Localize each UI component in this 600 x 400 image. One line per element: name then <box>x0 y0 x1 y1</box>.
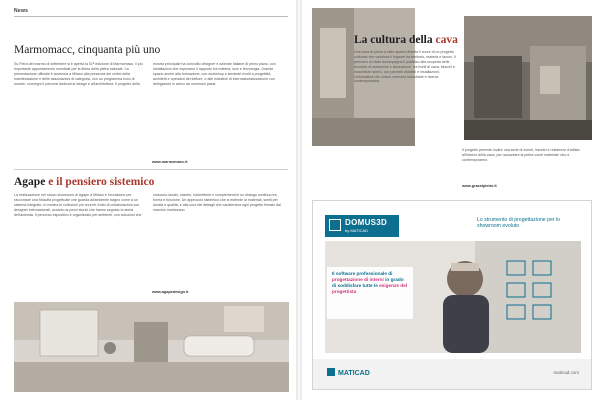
ad-brand-logo <box>325 215 399 237</box>
top-divider <box>14 16 288 17</box>
ad-claim-highlight-1: progettazione di interni <box>332 277 384 282</box>
article-3-body-right: Il progetto prevede inoltre una serie di eventi, incontri e residenze d'artista all'interno della cava, per raccontare la pietra come materiale vivo e contemporaneo. <box>462 148 580 162</box>
article-1-body: Su Fiera del marmo di settembre si è aperta la 51ª edizione di Marmomacc, il più importante appuntamento mondiale per la filiera della pietra naturale. La presentazione ufficiale è avvenuta a Milano alla presenza dei vertici della manifestazione e delle associazioni di categoria, con un programma ricco di mostre, convegni e percorsi dedicati al design e all'architettura. Il progetto della mostra principale ha coinvolto designer e aziende italiane di primo piano, con installazioni che esplorano il rapporto tra materia, luce e tecnologia. Grande spazio anche alla formazione, con workshop e seminari rivolti a progettisti, architetti e operatori del settore, e alle iniziative di internazionalizzazione con delegazioni in arrivo da numerosi paesi. <box>14 62 276 86</box>
article-3-body-left: Una cava di pietra a cielo aperto diventa il cuore di un progetto culturale che valorizza il legame tra territorio, materia e lavoro. Il percorso di visita accompagna il pubblico alla scoperta delle tecniche di estrazione e lavorazione, tra fronti di cava, blocchi e macchinari storici, con pannelli didattici e installazioni. Un'iniziativa che unisce memoria industriale e ricerca contemporanea. <box>354 50 456 84</box>
ad-footer-brand: MATICAD <box>338 370 370 377</box>
article-2-title-prefix: Agape <box>14 176 46 188</box>
ad-claim-text-1: Il software professionale di <box>332 271 393 276</box>
right-page <box>302 0 600 400</box>
ad-tagline: Lo strumento di progettazione per lo showroom evoluto <box>477 217 561 230</box>
article-3-url[interactable]: www.grassipietre.it <box>462 184 497 188</box>
ad-claim-text-2: in grado di soddisfare tutte le <box>332 277 404 288</box>
section-label: News <box>14 8 29 14</box>
article-1-url[interactable]: www.marmomacc.it <box>152 160 188 164</box>
bathroom-photo <box>14 302 289 392</box>
maticad-logo <box>327 368 370 377</box>
ad-feature-icons <box>499 257 579 347</box>
left-page <box>0 0 296 400</box>
maticad-logo-icon <box>327 368 335 376</box>
ad-brand-name: DOMUS3D <box>345 218 388 227</box>
article-3-title-accent: cava <box>435 34 458 46</box>
article-2-title <box>14 176 284 188</box>
article-2-url[interactable]: www.agapedesign.it <box>152 290 189 294</box>
ad-footer <box>313 359 592 389</box>
article-2-body: La realizzazione nel nuovo showroom di Agape a Milano è l'occasione per raccontare una filosofia progettuale che guarda all'ambiente bagno come a un sistema integrato. In mostra le collezioni più recenti, frutto di collaborazioni con designer internazionali, accanto ai pezzi storici che hanno segnato la storia dell'azienda. Il percorso espositivo è organizzato per ambienti, con soluzioni che uniscono lavabi, vasche, rubinetterie e complementi in un dialogo continuo tra forma e funzione. Un approccio sistemico che si estende ai materiali, scelti per durata e qualità, e alla cura dei dettagli che caratterizza ogni progetto firmato dal marchio mantovano. <box>14 193 281 217</box>
article-1-title: Marmomacc, cinquanta più uno <box>14 44 161 56</box>
article-divider <box>14 169 288 170</box>
ad-brand-sub: by MATICAD <box>345 228 369 233</box>
ad-footer-url[interactable]: maticad.com <box>553 370 579 375</box>
cube-icon <box>329 219 341 231</box>
article-2-title-accent: e il pensiero sistemico <box>45 176 155 188</box>
article-3-title <box>354 34 458 46</box>
article-3-title-prefix: La cultura della <box>354 34 436 46</box>
quarry-photo <box>464 16 592 140</box>
domus3d-advertisement[interactable] <box>312 200 592 390</box>
ad-claim-highlight-2: esigenze del progettista <box>332 283 408 294</box>
ad-claim <box>327 267 413 319</box>
